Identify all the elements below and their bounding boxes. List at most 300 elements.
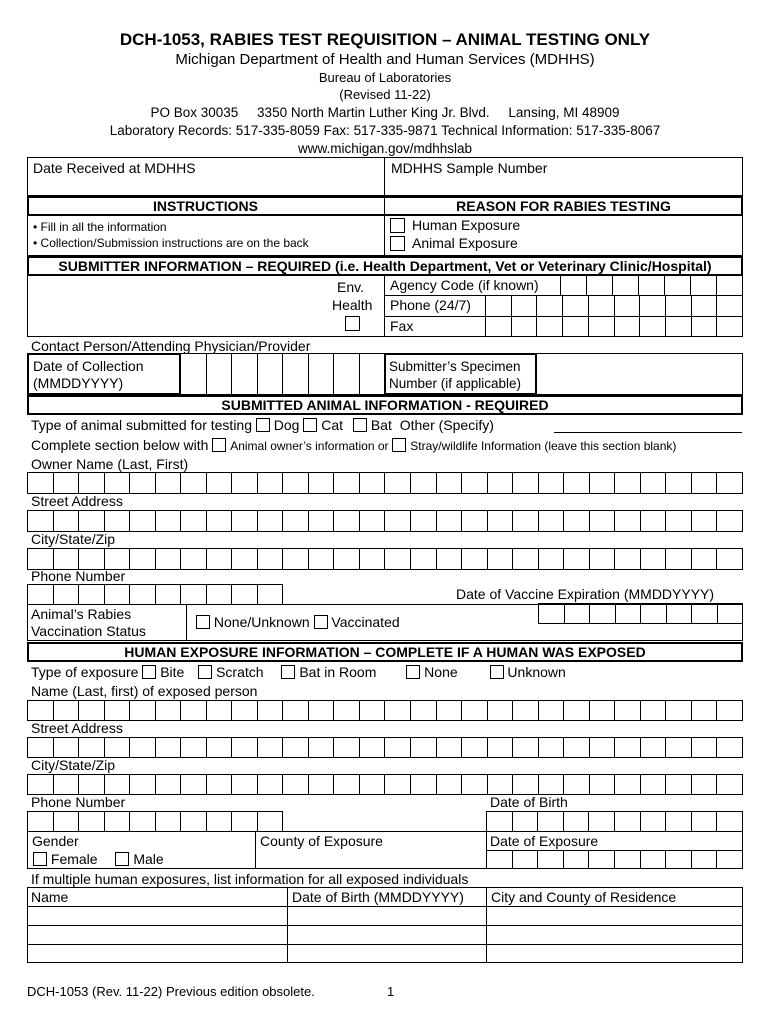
entry-cell[interactable] [562,316,589,337]
fax-field[interactable]: Fax [390,318,414,334]
entry-cell[interactable] [639,295,666,317]
agency-code-field[interactable]: Agency Code (if known) [390,277,539,293]
entry-cell[interactable] [231,811,258,832]
entry-cell[interactable] [282,774,309,795]
entry-cell[interactable] [589,548,616,570]
entry-cell[interactable] [206,774,233,795]
entry-cell[interactable] [410,548,437,570]
entry-cell[interactable] [27,811,54,832]
entry-cell[interactable] [231,584,258,605]
entry-cell[interactable] [512,737,539,758]
entry-cell[interactable] [78,774,105,795]
entry-cell[interactable] [206,737,233,758]
female-checkbox[interactable] [33,852,47,866]
entry-cell[interactable] [665,316,692,337]
entry-cell[interactable] [563,774,590,795]
entry-cell[interactable] [589,774,616,795]
entry-cell[interactable] [282,510,309,532]
entry-cell[interactable] [536,295,563,317]
entry-cell[interactable] [691,295,718,317]
entry-cell[interactable] [333,472,360,494]
entry-cell[interactable] [638,275,665,296]
specimen-number-field[interactable] [536,353,743,395]
entry-cell[interactable] [690,275,717,296]
entry-cell[interactable] [563,510,590,532]
entry-cell[interactable] [640,700,667,721]
human-exposure-checkbox[interactable] [390,218,405,233]
entry-cell[interactable] [588,811,615,832]
entry-cell[interactable] [308,353,335,395]
entry-cell[interactable] [104,472,131,494]
entry-cell[interactable] [257,472,284,494]
entry-cell[interactable] [155,737,182,758]
date-exposure-cells[interactable] [486,850,743,869]
entry-cell[interactable] [257,774,284,795]
entry-cell[interactable] [180,811,207,832]
entry-cell[interactable] [27,737,54,758]
entry-cell[interactable] [665,472,692,494]
entry-cell[interactable] [104,811,131,832]
entry-cell[interactable] [487,700,514,721]
entry-cell[interactable] [640,850,667,869]
entry-cell[interactable] [257,584,284,605]
exposed-city-cells[interactable] [27,774,743,795]
entry-cell[interactable] [155,548,182,570]
entry-cell[interactable] [78,700,105,721]
entry-cell[interactable] [691,548,718,570]
entry-cell[interactable] [384,510,411,532]
entry-cell[interactable] [691,774,718,795]
entry-cell[interactable] [612,275,639,296]
entry-cell[interactable] [538,510,565,532]
multi-name-field-2[interactable] [28,926,286,943]
entry-cell[interactable] [129,472,156,494]
entry-cell[interactable] [614,737,641,758]
entry-cell[interactable] [78,510,105,532]
entry-cell[interactable] [436,510,463,532]
entry-cell[interactable] [560,275,587,296]
entry-cell[interactable] [180,472,207,494]
entry-cell[interactable] [512,472,539,494]
owner-phone-cells[interactable] [27,584,283,605]
entry-cell[interactable] [384,472,411,494]
entry-cell[interactable] [308,472,335,494]
entry-cell[interactable] [333,700,360,721]
entry-cell[interactable] [485,316,512,337]
entry-cell[interactable] [384,548,411,570]
entry-cell[interactable] [461,510,488,532]
entry-cell[interactable] [53,700,80,721]
dob-cells[interactable] [486,811,743,832]
entry-cell[interactable] [564,603,591,624]
entry-cell[interactable] [27,774,54,795]
entry-cell[interactable] [487,472,514,494]
env-health-checkbox[interactable] [345,316,360,331]
entry-cell[interactable] [257,811,284,832]
entry-cell[interactable] [53,811,80,832]
entry-cell[interactable] [257,353,284,395]
entry-cell[interactable] [308,774,335,795]
entry-cell[interactable] [716,472,743,494]
entry-cell[interactable] [665,295,692,317]
entry-cell[interactable] [333,737,360,758]
exposed-name-cells[interactable] [27,700,743,721]
entry-cell[interactable] [180,584,207,605]
entry-cell[interactable] [691,472,718,494]
entry-cell[interactable] [231,548,258,570]
entry-cell[interactable] [231,737,258,758]
entry-cell[interactable] [589,603,616,624]
entry-cell[interactable] [53,584,80,605]
entry-cell[interactable] [588,316,615,337]
entry-cell[interactable] [410,737,437,758]
entry-cell[interactable] [206,472,233,494]
entry-cell[interactable] [308,700,335,721]
entry-cell[interactable] [716,548,743,570]
entry-cell[interactable] [537,811,564,832]
entry-cell[interactable] [716,811,743,832]
entry-cell[interactable] [359,737,386,758]
vaccine-expiration-label: Date of Vaccine Expiration (MMDDYYYY) [456,586,715,602]
entry-cell[interactable] [206,548,233,570]
animal-exposure-checkbox[interactable] [390,236,405,251]
multi-name-field-1[interactable] [28,907,286,924]
entry-cell[interactable] [129,510,156,532]
entry-cell[interactable] [53,472,80,494]
entry-cell[interactable] [487,737,514,758]
entry-cell[interactable] [333,774,360,795]
owner-info-checkbox[interactable] [212,438,226,452]
entry-cell[interactable] [155,584,182,605]
entry-cell[interactable] [487,510,514,532]
entry-cell[interactable] [640,603,667,624]
entry-cell[interactable] [512,510,539,532]
entry-cell[interactable] [640,811,667,832]
entry-cell[interactable] [666,603,693,624]
entry-cell[interactable] [691,316,718,337]
entry-cell[interactable] [691,700,718,721]
entry-cell[interactable] [104,510,131,532]
entry-cell[interactable] [436,737,463,758]
entry-cell[interactable] [104,774,131,795]
entry-cell[interactable] [180,353,207,395]
male-label: Male [133,851,164,867]
entry-cell[interactable] [538,774,565,795]
entry-cell[interactable] [664,275,691,296]
entry-cell[interactable] [717,603,744,624]
entry-cell[interactable] [206,353,233,395]
entry-cell[interactable] [614,700,641,721]
entry-cell[interactable] [461,700,488,721]
entry-cell[interactable] [538,737,565,758]
entry-cell[interactable] [589,737,616,758]
entry-cell[interactable] [665,548,692,570]
entry-cell[interactable] [384,774,411,795]
entry-cell[interactable] [562,295,589,317]
entry-cell[interactable] [538,548,565,570]
entry-cell[interactable] [53,548,80,570]
entry-cell[interactable] [615,603,642,624]
entry-cell[interactable] [614,811,641,832]
page-number: 1 [387,984,395,999]
entry-cell[interactable] [384,700,411,721]
entry-cell[interactable] [359,774,386,795]
entry-cell[interactable] [589,700,616,721]
entry-cell[interactable] [665,510,692,532]
entry-cell[interactable] [436,774,463,795]
entry-cell[interactable] [359,700,386,721]
sample-number-field[interactable]: MDHHS Sample Number [391,160,548,176]
entry-cell[interactable] [614,472,641,494]
dog-checkbox[interactable] [256,418,270,432]
entry-cell[interactable] [129,548,156,570]
entry-cell[interactable] [155,774,182,795]
entry-cell[interactable] [563,472,590,494]
none-checkbox[interactable] [406,665,420,679]
entry-cell[interactable] [308,548,335,570]
entry-cell[interactable] [104,548,131,570]
entry-cell[interactable] [563,811,590,832]
exposed-phone-cells[interactable] [27,811,283,832]
male-checkbox[interactable] [115,852,129,866]
entry-cell[interactable] [155,472,182,494]
entry-cell[interactable] [691,603,718,624]
entry-cell[interactable] [231,510,258,532]
entry-cell[interactable] [206,700,233,721]
entry-cell[interactable] [78,737,105,758]
entry-cell[interactable] [282,548,309,570]
entry-cell[interactable] [27,472,54,494]
entry-cell[interactable] [180,737,207,758]
entry-cell[interactable] [155,700,182,721]
entry-cell[interactable] [180,548,207,570]
entry-cell[interactable] [282,472,309,494]
unknown-checkbox[interactable] [490,665,504,679]
entry-cell[interactable] [486,811,513,832]
entry-cell[interactable] [231,700,258,721]
other-specify-field[interactable] [554,432,742,433]
entry-cell[interactable] [282,700,309,721]
entry-cell[interactable] [512,811,539,832]
entry-cell[interactable] [614,510,641,532]
entry-cell[interactable] [27,584,54,605]
multi-name-field-3[interactable] [28,945,286,962]
entry-cell[interactable] [665,700,692,721]
entry-cell[interactable] [78,472,105,494]
entry-cell[interactable] [180,700,207,721]
entry-cell[interactable] [487,774,514,795]
entry-cell[interactable] [53,737,80,758]
entry-cell[interactable] [231,353,258,395]
bite-checkbox[interactable] [142,665,156,679]
entry-cell[interactable] [257,510,284,532]
entry-cell[interactable] [485,295,512,317]
phone-24-7-field[interactable]: Phone (24/7) [390,297,471,313]
entry-cell[interactable] [511,295,538,317]
entry-cell[interactable] [512,548,539,570]
entry-cell[interactable] [614,316,641,337]
entry-cell[interactable] [436,472,463,494]
entry-cell[interactable] [27,700,54,721]
entry-cell[interactable] [359,548,386,570]
entry-cell[interactable] [78,584,105,605]
entry-cell[interactable] [716,774,743,795]
entry-cell[interactable] [78,548,105,570]
entry-cell[interactable] [436,700,463,721]
entry-cell[interactable] [104,700,131,721]
entry-cell[interactable] [563,700,590,721]
entry-cell[interactable] [563,548,590,570]
entry-cell[interactable] [461,774,488,795]
entry-cell[interactable] [640,472,667,494]
entry-cell[interactable] [716,737,743,758]
entry-cell[interactable] [665,737,692,758]
entry-cell[interactable] [511,316,538,337]
entry-cell[interactable] [308,737,335,758]
entry-cell[interactable] [537,850,564,869]
stray-info-checkbox[interactable] [392,438,406,452]
owner-name-cells[interactable] [27,472,743,494]
entry-cell[interactable] [333,353,360,395]
entry-cell[interactable] [180,510,207,532]
entry-cell[interactable] [257,548,284,570]
entry-cell[interactable] [640,548,667,570]
entry-cell[interactable] [665,774,692,795]
entry-cell[interactable] [104,737,131,758]
entry-cell[interactable] [129,737,156,758]
entry-cell[interactable] [129,700,156,721]
entry-cell[interactable] [53,510,80,532]
bat-in-room-checkbox[interactable] [281,665,295,679]
entry-cell[interactable] [536,316,563,337]
entry-cell[interactable] [359,510,386,532]
entry-cell[interactable] [308,510,335,532]
entry-cell[interactable] [359,472,386,494]
entry-cell[interactable] [231,472,258,494]
entry-cell[interactable] [716,275,743,296]
entry-cell[interactable] [586,275,613,296]
exposed-street-cells[interactable] [27,737,743,758]
entry-cell[interactable] [487,548,514,570]
entry-cell[interactable] [257,737,284,758]
bat-checkbox[interactable] [353,418,367,432]
entry-cell[interactable] [640,737,667,758]
entry-cell[interactable] [639,316,666,337]
entry-cell[interactable] [410,700,437,721]
entry-cell[interactable] [512,774,539,795]
entry-cell[interactable] [538,603,565,624]
entry-cell[interactable] [333,510,360,532]
entry-cell[interactable] [129,811,156,832]
entry-cell[interactable] [614,850,641,869]
entry-cell[interactable] [589,472,616,494]
animal-type-row [31,417,494,434]
entry-cell[interactable] [53,774,80,795]
entry-cell[interactable] [436,548,463,570]
entry-cell[interactable] [588,295,615,317]
entry-cell[interactable] [27,510,54,532]
entry-cell[interactable] [716,700,743,721]
entry-cell[interactable] [410,472,437,494]
entry-cell[interactable] [538,700,565,721]
entry-cell[interactable] [665,850,692,869]
owner-city-cells[interactable] [27,548,743,570]
entry-cell[interactable] [691,811,718,832]
entry-cell[interactable] [512,700,539,721]
entry-cell[interactable] [538,472,565,494]
entry-cell[interactable] [461,472,488,494]
cat-checkbox[interactable] [303,418,317,432]
entry-cell[interactable] [691,850,718,869]
entry-cell[interactable] [640,774,667,795]
entry-cell[interactable] [282,353,309,395]
entry-cell[interactable] [231,774,258,795]
entry-cell[interactable] [716,510,743,532]
entry-cell[interactable] [716,295,743,317]
scratch-checkbox[interactable] [198,665,212,679]
lab-phone-numbers: Laboratory Records: 517-335-8059 Fax: 517-335-9871 Technical Information: 517-335-8067 [109,123,661,138]
date-received-field[interactable]: Date Received at MDHHS [33,160,196,176]
entry-cell[interactable] [716,850,743,869]
entry-cell[interactable] [206,584,233,605]
entry-cell[interactable] [359,353,386,395]
entry-cell[interactable] [563,850,590,869]
entry-cell[interactable] [716,316,743,337]
entry-cell[interactable] [129,584,156,605]
cat-label: Cat [321,417,344,433]
entry-cell[interactable] [691,737,718,758]
entry-cell[interactable] [461,737,488,758]
entry-cell[interactable] [155,811,182,832]
entry-cell[interactable] [614,295,641,317]
date-collection-cells[interactable] [180,353,385,395]
entry-cell[interactable] [588,850,615,869]
entry-cell[interactable] [665,811,692,832]
entry-cell[interactable] [410,510,437,532]
entry-cell[interactable] [691,510,718,532]
entry-cell[interactable] [206,811,233,832]
entry-cell[interactable] [614,548,641,570]
entry-cell[interactable] [486,850,513,869]
entry-cell[interactable] [640,510,667,532]
entry-cell[interactable] [589,510,616,532]
entry-cell[interactable] [461,548,488,570]
entry-cell[interactable] [282,737,309,758]
entry-cell[interactable] [257,700,284,721]
entry-cell[interactable] [512,850,539,869]
instructions-heading: INSTRUCTIONS [153,198,258,214]
entry-cell[interactable] [614,774,641,795]
entry-cell[interactable] [333,548,360,570]
none-unknown-checkbox[interactable] [196,615,210,629]
entry-cell[interactable] [410,774,437,795]
entry-cell[interactable] [104,584,131,605]
entry-cell[interactable] [384,737,411,758]
contact-person-field[interactable]: Contact Person/Attending Physician/Provider [31,338,311,354]
entry-cell[interactable] [206,510,233,532]
vaccinated-checkbox[interactable] [314,615,328,629]
entry-cell[interactable] [180,774,207,795]
entry-cell[interactable] [129,774,156,795]
vaccine-expiration-cells[interactable] [538,603,743,624]
county-exposure-field[interactable]: County of Exposure [260,833,383,849]
exposed-name-label: Name (Last, first) of exposed person [31,683,258,699]
entry-cell[interactable] [27,548,54,570]
entry-cell[interactable] [78,811,105,832]
entry-cell[interactable] [563,737,590,758]
entry-cell[interactable] [155,510,182,532]
owner-street-cells[interactable] [27,510,743,532]
